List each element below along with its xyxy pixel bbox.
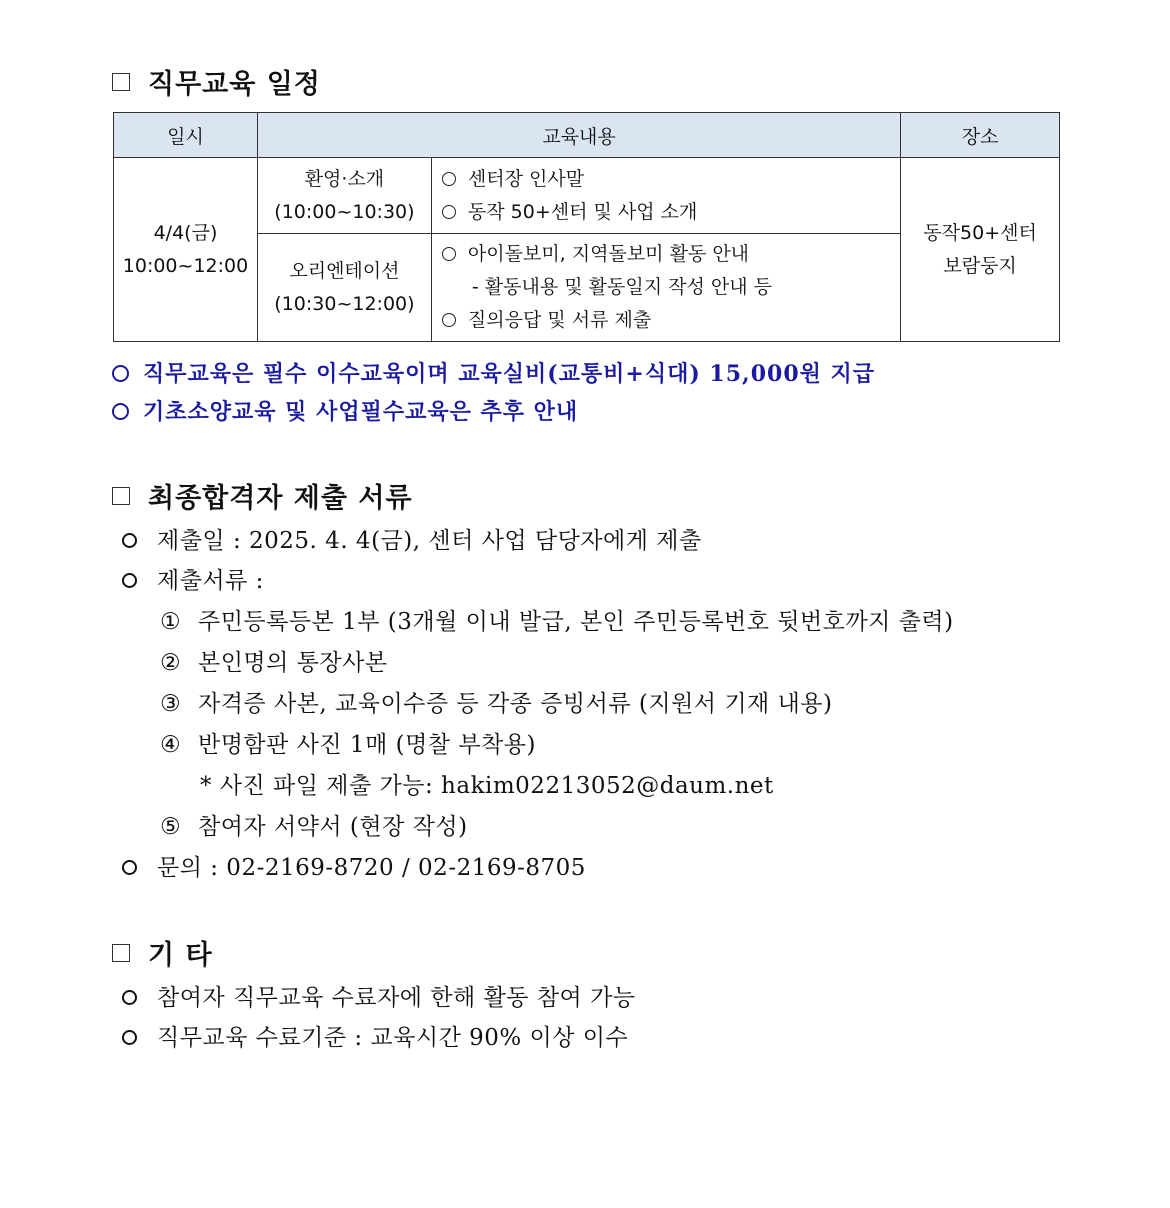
- ring-bullet-icon: [122, 573, 137, 588]
- header-place: 장소: [901, 113, 1060, 158]
- date-cell: [114, 158, 258, 342]
- ring-bullet-icon: [122, 990, 137, 1005]
- photo-note: * 사진 파일 제출 가능: hakim02213052@daum.net: [200, 773, 774, 799]
- table-header-row: [114, 113, 1060, 158]
- header-date: 일시: [114, 113, 258, 158]
- time-text: 10:00~12:00: [122, 254, 249, 277]
- ring-bullet-icon: [122, 533, 137, 548]
- ring-bullet-icon: [122, 1030, 137, 1045]
- doc-item: ② 본인명의 통장사본: [160, 650, 388, 676]
- schedule-note: 기초소양교육 및 사업필수교육은 추후 안내: [112, 395, 578, 426]
- contact-line: 문의 : 02-2169-8720 / 02-2169-8705: [122, 849, 586, 882]
- content-cell: [431, 234, 900, 342]
- circle-bullet-icon: [112, 365, 129, 382]
- doc-item: ⑤ 참여자 서약서 (현장 작성): [160, 814, 468, 840]
- doc-item: ④ 반명함판 사진 1매 (명찰 부착용): [160, 732, 536, 758]
- session-time: (10:00~10:30): [274, 200, 415, 223]
- etc-title-text: 기 타: [148, 940, 213, 971]
- section-title-schedule: [112, 62, 321, 101]
- documents-title-text: 최종합격자 제출 서류: [148, 483, 413, 514]
- schedule-table: [113, 112, 1060, 342]
- etc-item: 참여자 직무교육 수료자에 한해 활동 참여 가능: [122, 979, 636, 1012]
- table-row: [114, 158, 1060, 234]
- checkbox-square-icon: [112, 944, 130, 962]
- date-text: 4/4(금): [153, 221, 218, 244]
- place-line-2: 보람둥지: [943, 254, 1017, 277]
- content-item: 질의응답 및 서류 제출: [442, 304, 899, 337]
- circle-bullet-icon: [442, 172, 456, 186]
- header-content: 교육내용: [257, 113, 900, 158]
- session-cell: [257, 158, 431, 234]
- place-cell: [901, 158, 1060, 342]
- content-item: 아이돌보미, 지역돌보미 활동 안내: [442, 238, 899, 271]
- ring-bullet-icon: [122, 860, 137, 875]
- session-name: 오리엔테이션: [289, 259, 400, 282]
- circle-bullet-icon: [442, 247, 456, 261]
- section-title-documents: [112, 476, 413, 515]
- docs-label-line: 제출서류 :: [122, 562, 264, 595]
- content-subitem: - 활동내용 및 활동일지 작성 안내 등: [471, 276, 772, 298]
- circle-bullet-icon: [442, 313, 456, 327]
- schedule-title-text: 직무교육 일정: [148, 69, 321, 100]
- session-cell: [257, 234, 431, 342]
- content-item: 동작 50+센터 및 사업 소개: [442, 196, 899, 229]
- place-line-1: 동작50+센터: [923, 221, 1037, 244]
- etc-item: 직무교육 수료기준 : 교육시간 90% 이상 이수: [122, 1019, 628, 1052]
- submit-date-line: 제출일 : 2025. 4. 4(금), 센터 사업 담당자에게 제출: [122, 522, 702, 555]
- schedule-note: 직무교육은 필수 이수교육이며 교육실비(교통비+식대) 15,000원 지급: [112, 357, 875, 388]
- doc-item: ③ 자격증 사본, 교육이수증 등 각종 증빙서류 (지원서 기재 내용): [160, 691, 833, 717]
- circle-bullet-icon: [112, 403, 129, 420]
- session-time: (10:30~12:00): [274, 292, 415, 315]
- section-title-etc: [112, 933, 213, 972]
- checkbox-square-icon: [112, 73, 130, 91]
- session-name: 환영·소개: [304, 167, 385, 190]
- circle-bullet-icon: [442, 205, 456, 219]
- checkbox-square-icon: [112, 487, 130, 505]
- doc-item: ① 주민등록등본 1부 (3개월 이내 발급, 본인 주민등록번호 뒷번호까지 출력): [160, 609, 954, 635]
- content-cell: [431, 158, 900, 234]
- content-item: 센터장 인사말: [442, 163, 899, 196]
